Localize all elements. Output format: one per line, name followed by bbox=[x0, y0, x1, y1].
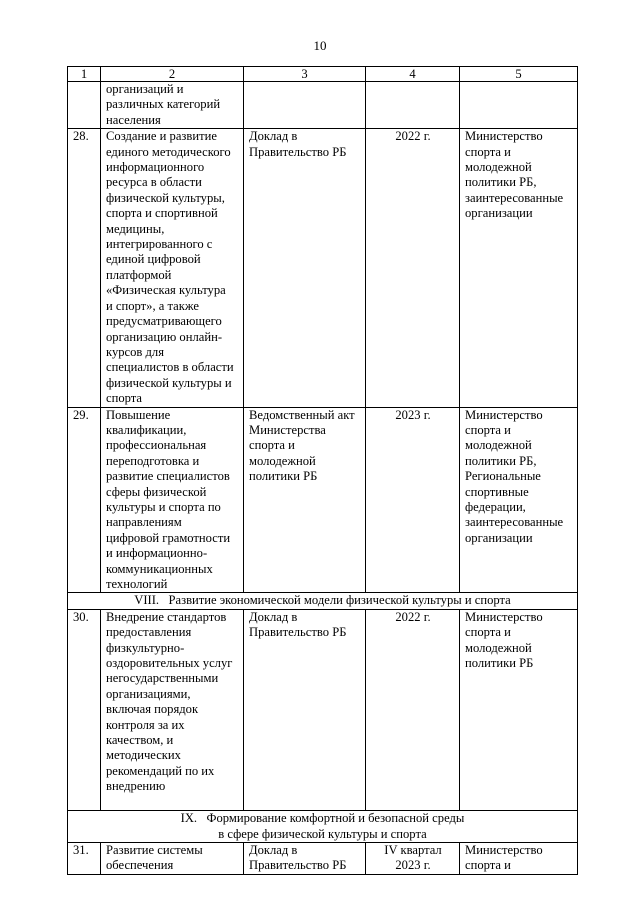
cell-text-line: молодежной bbox=[465, 438, 532, 453]
cell-text-line: оздоровительных услуг bbox=[106, 656, 233, 671]
cell-text-line: Министерство bbox=[465, 129, 543, 144]
table-row bbox=[68, 129, 578, 407]
cell-text-line: организации bbox=[465, 530, 533, 545]
cell-text-line: культуры и спорта по bbox=[106, 499, 221, 514]
cell-text-line: политики РБ, bbox=[465, 175, 537, 190]
cell-text-line: 2023 г. bbox=[395, 407, 431, 422]
cell-text-line: единой цифровой bbox=[106, 252, 201, 267]
cell-text-line: 2023 г. bbox=[395, 858, 431, 873]
responsible-cell bbox=[460, 842, 578, 874]
due-date-cell bbox=[366, 842, 460, 874]
responsible-cell bbox=[460, 129, 578, 407]
cell-text-line: сферы физической bbox=[106, 484, 207, 499]
cell-text-line: молодежной bbox=[249, 453, 316, 468]
cell-text-line: Доклад в bbox=[249, 609, 298, 624]
cell-text-line: платформой bbox=[106, 267, 172, 282]
cell-text-line: Правительство РБ bbox=[249, 144, 347, 159]
result-document-cell bbox=[244, 842, 366, 874]
cell-text-line: профессиональная bbox=[106, 438, 207, 453]
cell-text-line: Министерство bbox=[465, 609, 543, 624]
result-document-cell bbox=[244, 407, 366, 593]
cell-text-line: 29. bbox=[73, 407, 89, 422]
cell-text-line bbox=[106, 795, 239, 810]
cell-text-line: заинтересованные bbox=[465, 190, 564, 205]
cell-text-line: рекомендаций по их bbox=[106, 763, 215, 778]
cell-text-line: политики РБ, bbox=[465, 453, 537, 468]
cell-text-line: информационного bbox=[106, 160, 205, 175]
cell-text-line: медицины, bbox=[106, 221, 165, 236]
cell-text-line: заинтересованные bbox=[465, 515, 564, 530]
row-number-cell bbox=[68, 609, 101, 810]
cell-text-line: «Физическая культура bbox=[106, 283, 226, 298]
table-row bbox=[68, 609, 578, 810]
section-heading-line: в сфере физической культуры и спорта bbox=[218, 826, 427, 841]
cell-text-line: коммуникационных bbox=[106, 561, 213, 576]
responsible-cell bbox=[460, 609, 578, 810]
responsible-cell bbox=[460, 407, 578, 593]
cell-text-line: Ведомственный акт bbox=[249, 407, 355, 422]
cell-text-line: Развитие системы bbox=[106, 842, 203, 857]
cell-text-line: Министерства bbox=[249, 422, 326, 437]
cell-text-line: 28. bbox=[73, 129, 89, 144]
cell-text-line: включая порядок bbox=[106, 702, 199, 717]
cell-text-line: Внедрение стандартов bbox=[106, 609, 227, 624]
due-date-cell bbox=[366, 129, 460, 407]
cell-text-line: методических bbox=[106, 748, 181, 763]
table-row bbox=[68, 82, 578, 129]
section-heading-row bbox=[68, 811, 578, 843]
cell-text-line: негосударственными bbox=[106, 671, 219, 686]
cell-text-line: политики РБ bbox=[465, 656, 534, 671]
section-heading-row bbox=[68, 593, 578, 609]
cell-text-line: контроля за их bbox=[106, 717, 185, 732]
cell-text-line: интегрированного с bbox=[106, 237, 213, 252]
cell-text-line: цифровой грамотности bbox=[106, 530, 231, 545]
cell-text-line: IV квартал bbox=[384, 842, 442, 857]
row-number-cell bbox=[68, 407, 101, 593]
table-body bbox=[68, 67, 578, 875]
cell-text-line: политики РБ bbox=[249, 469, 318, 484]
cell-text-line: организаций и bbox=[106, 82, 184, 96]
cell-text-line: 2022 г. bbox=[395, 609, 431, 624]
cell-text-line: 31. bbox=[73, 842, 89, 857]
row-number-cell bbox=[68, 842, 101, 874]
cell-text-line: федерации, bbox=[465, 499, 526, 514]
section-heading bbox=[68, 593, 578, 609]
column-number-header: 2 bbox=[101, 67, 244, 82]
action-cell bbox=[101, 129, 244, 407]
table-row bbox=[68, 407, 578, 593]
page-number: 10 bbox=[313, 38, 327, 53]
cell-text-line: спорта и bbox=[249, 438, 295, 453]
cell-text-line: различных категорий bbox=[106, 97, 221, 112]
action-cell bbox=[101, 842, 244, 874]
cell-text-line: физкультурно- bbox=[106, 640, 185, 655]
cell-text-line: направлениям bbox=[106, 515, 182, 530]
cell-text-line: Правительство РБ bbox=[249, 858, 347, 873]
cell-text-line: Создание и развитие bbox=[106, 129, 217, 144]
due-date-cell bbox=[366, 407, 460, 593]
result-document-cell bbox=[244, 609, 366, 810]
column-number-header: 3 bbox=[244, 67, 366, 82]
cell-text-line: квалификации, bbox=[106, 422, 187, 437]
cell-text-line: физической культуры и bbox=[106, 375, 232, 390]
section-heading-line: VIII. Развитие экономической модели физической культуры и спорта bbox=[134, 593, 511, 608]
cell-text-line: Повышение bbox=[106, 407, 171, 422]
action-plan-table bbox=[67, 66, 578, 875]
cell-text-line: спорта и bbox=[465, 625, 511, 640]
cell-text-line: и информационно- bbox=[106, 546, 208, 561]
cell-text-line: технологий bbox=[106, 577, 168, 591]
table-header-row bbox=[68, 67, 578, 82]
cell-text-line: спорта и спортивной bbox=[106, 206, 218, 221]
result-document-cell bbox=[244, 129, 366, 407]
cell-text-line: спортивные bbox=[465, 484, 529, 499]
cell-text-line: обеспечения bbox=[106, 858, 174, 873]
table-row bbox=[68, 842, 578, 874]
cell-text-line: развитие специалистов bbox=[106, 469, 230, 484]
cell-text-line: Региональные bbox=[465, 469, 541, 484]
cell-text-line: внедрению bbox=[106, 779, 166, 794]
cell-text-line: спорта и bbox=[465, 422, 511, 437]
cell-text-line: спорта и bbox=[465, 858, 511, 873]
cell-text-line: ресурса в области bbox=[106, 175, 202, 190]
cell-text-line: качеством, и bbox=[106, 733, 174, 748]
cell-text-line: организацию онлайн- bbox=[106, 329, 223, 344]
cell-text-line: Доклад в bbox=[249, 842, 298, 857]
cell-text-line: переподготовка и bbox=[106, 453, 200, 468]
cell-text-line: спорта bbox=[106, 391, 143, 406]
section-heading-line: IX. Формирование комфортной и безопасной среды bbox=[180, 811, 465, 826]
cell-text-line: курсов для bbox=[106, 344, 165, 359]
due-date-cell bbox=[366, 609, 460, 810]
cell-text-line: населения bbox=[106, 112, 161, 127]
column-number-header: 1 bbox=[68, 67, 101, 82]
section-heading bbox=[68, 811, 578, 843]
cell-text-line: молодежной bbox=[465, 160, 532, 175]
cell-text-line: Правительство РБ bbox=[249, 625, 347, 640]
cell-text-line: молодежной bbox=[465, 640, 532, 655]
action-cell bbox=[101, 407, 244, 593]
row-number-cell bbox=[68, 82, 101, 129]
column-number-header: 4 bbox=[366, 67, 460, 82]
due-date-cell bbox=[366, 82, 460, 129]
action-cell bbox=[101, 609, 244, 810]
action-cell bbox=[101, 82, 244, 129]
cell-text-line: организациями, bbox=[106, 686, 191, 701]
cell-text-line: Доклад в bbox=[249, 129, 298, 144]
row-number-cell bbox=[68, 129, 101, 407]
cell-text-line: специалистов в области bbox=[106, 360, 234, 375]
cell-text-line: и спорт», а также bbox=[106, 298, 199, 313]
cell-text-line: Министерство bbox=[465, 842, 543, 857]
cell-text-line: единого методического bbox=[106, 144, 231, 159]
responsible-cell bbox=[460, 82, 578, 129]
result-document-cell bbox=[244, 82, 366, 129]
cell-text-line: Министерство bbox=[465, 407, 543, 422]
cell-text-line: 2022 г. bbox=[395, 129, 431, 144]
cell-text-line: 30. bbox=[73, 609, 89, 624]
column-number-header: 5 bbox=[460, 67, 578, 82]
cell-text-line: организации bbox=[465, 206, 533, 221]
cell-text-line: спорта и bbox=[465, 144, 511, 159]
cell-text-line: предусматривающего bbox=[106, 314, 222, 329]
cell-text-line: физической культуры, bbox=[106, 190, 225, 205]
cell-text-line: предоставления bbox=[106, 625, 192, 640]
